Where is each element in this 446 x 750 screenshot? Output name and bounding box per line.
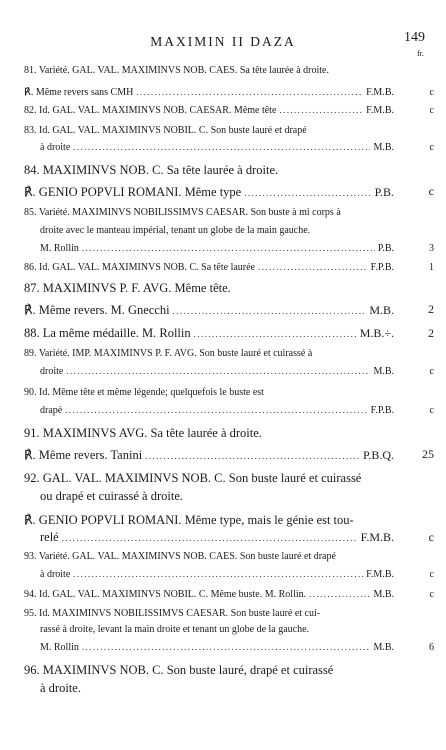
leader-dots: [173, 306, 367, 316]
module-mark: M.B.: [373, 642, 394, 653]
entry-text: ℟. Même revers. M. Gnecchi: [24, 303, 170, 317]
entry-text: droite avec le manteau impérial, tenant un globe de la main gauche.: [40, 225, 311, 236]
leader-dots: [309, 589, 370, 599]
entry-text: 83. Id. GAL. VAL. MAXIMINVS NOBIL. C. Son buste lauré et drapé: [24, 125, 307, 136]
entry-line: [24, 387, 394, 403]
entry-text: 91. MAXIMINVS AVG. Sa tête laurée à droite.: [24, 426, 262, 440]
module-mark: P.B.Q.: [362, 448, 394, 462]
entry-text: 90. Id. Même tête et même légende; quelquefois le buste est: [24, 387, 264, 398]
leader-dots: [145, 451, 360, 461]
leader-dots: [82, 642, 371, 652]
rarity-value: c: [429, 142, 434, 153]
entry-line: [24, 348, 394, 364]
rarity-value: 25: [422, 447, 434, 461]
entry-text: ℟. GENIO POPVLI ROMANI. Même type: [24, 185, 242, 199]
entry-line: [24, 589, 394, 605]
entry-text: 93. Variété. GAL. VAL. MAXIMINVS NOB. CAES. Son buste lauré et drapé: [24, 551, 336, 562]
entry-text: à droite: [40, 142, 71, 153]
module-mark: M.B.: [373, 366, 394, 377]
entry-text: 84. MAXIMINVS NOB. C. Sa tête laurée à droite.: [24, 163, 279, 177]
module-mark: F.M.B.: [366, 569, 394, 580]
rarity-value: c: [428, 530, 434, 544]
entry-line: [24, 163, 394, 179]
entry-line: [24, 326, 394, 342]
entry-text: 88. La même médaille. M. Rollin: [24, 326, 191, 340]
entry-text: 85. Variété. MAXIMINVS NOBILISSIMVS CAESAR. Son buste à mi corps à: [24, 207, 341, 218]
entry-text: 95. Id. MAXIMINVS NOBILISSIMVS CAESAR. Son buste lauré et cui-: [24, 608, 321, 619]
entry-line: [24, 184, 394, 200]
leader-dots: [279, 105, 363, 115]
leader-dots: [65, 405, 367, 415]
module-mark: F.M.B.: [366, 87, 394, 98]
entry-line: [24, 262, 394, 278]
entry-line: [24, 663, 394, 679]
leader-dots: [244, 188, 371, 198]
entry-line: [24, 65, 394, 81]
page-number: 149: [404, 30, 425, 45]
entry-line: [24, 608, 394, 624]
entry-text: relé: [40, 530, 59, 544]
module-mark: P.B.: [377, 243, 394, 254]
entry-line: [40, 225, 394, 241]
entry-line: [40, 569, 394, 585]
leader-dots: [258, 262, 368, 272]
entry-line: [40, 405, 394, 421]
entry-line: [24, 281, 394, 297]
rarity-value: c: [429, 366, 434, 377]
entry-line: [24, 207, 394, 223]
entry-line: [24, 125, 394, 141]
entry-line: [24, 512, 394, 528]
entry-text: 86. Id. GAL. VAL. MAXIMINVS NOB. C. Sa tête laurée: [24, 262, 255, 273]
entry-text: ou drapé et cuirassé à droite.: [40, 489, 183, 503]
rarity-value: 2: [428, 302, 434, 316]
entry-line: [24, 471, 394, 487]
entry-line: [40, 243, 394, 259]
running-title: MAXIMIN II DAZA: [150, 34, 296, 49]
entry-line: [24, 426, 394, 442]
entry-text: droite: [40, 366, 64, 377]
entry-text: 87. MAXIMINVS P. F. AVG. Même tête.: [24, 281, 231, 295]
entry-line: [40, 530, 394, 546]
entry-text: ℟. GENIO POPVLI ROMANI. Même type, mais le génie est tou-: [24, 513, 354, 527]
entry-line: [40, 142, 394, 158]
entry-line: [24, 105, 394, 121]
rarity-value: c: [429, 87, 434, 98]
entry-line: [40, 642, 394, 658]
entry-text: ℟. Même revers. Tanini: [24, 448, 143, 462]
leader-dots: [136, 87, 363, 97]
entry-line: [24, 87, 394, 103]
rarity-value: c: [429, 569, 434, 580]
entry-text: ℟. Même revers sans CMH: [24, 87, 134, 98]
entry-line: [24, 302, 394, 318]
entry-text: rassé à droite, levant la main droite et tenant un globe de la gauche.: [40, 624, 310, 635]
entry-text: M. Rollin: [40, 642, 79, 653]
rarity-value: 6: [429, 642, 434, 653]
module-mark: F.P.B.: [370, 405, 394, 416]
rarity-value: 1: [429, 262, 434, 273]
entry-text: 82. Id. GAL. VAL. MAXIMINVS NOB. CAESAR. Même tête: [24, 105, 277, 116]
entry-line: [40, 624, 394, 640]
entry-text: 89. Variété. IMP. MAXIMINVS P. F. AVG. Son buste lauré et cuirassé à: [24, 348, 313, 359]
leader-dots: [194, 329, 357, 339]
leader-dots: [73, 142, 370, 152]
module-mark: M.B.÷.: [359, 326, 394, 340]
entry-text: M. Rollin: [40, 243, 79, 254]
entry-text: 81. Variété. GAL. VAL. MAXIMINVS NOB. CAES. Sa tête laurée à droite.: [24, 65, 329, 76]
entry-line: [24, 447, 394, 463]
entry-line: [40, 681, 394, 697]
entry-text: 92. GAL. VAL. MAXIMINVS NOB. C. Son buste lauré et cuirassé: [24, 471, 362, 485]
rarity-value: c: [429, 405, 434, 416]
module-mark: M.B.: [373, 142, 394, 153]
leader-dots: [82, 243, 375, 253]
entry-text: à droite.: [40, 681, 81, 695]
rarity-value: c: [428, 184, 434, 198]
leader-dots: [73, 569, 363, 579]
rarity-value: c: [429, 589, 434, 600]
rarity-value: 2: [428, 326, 434, 340]
entry-text: 96. MAXIMINVS NOB. C. Son buste lauré, drapé et cuirassé: [24, 663, 334, 677]
entry-line: [40, 366, 394, 382]
module-mark: F.M.B.: [360, 530, 394, 544]
rarity-value: c: [429, 105, 434, 116]
currency-note: fr.: [417, 49, 424, 58]
entry-line: [24, 551, 394, 567]
module-mark: F.P.B.: [370, 262, 394, 273]
module-mark: M.B.: [369, 303, 394, 317]
module-mark: P.B.: [374, 185, 394, 199]
module-mark: F.M.B.: [366, 105, 394, 116]
entry-text: à droite: [40, 569, 71, 580]
entry-text: drapé: [40, 405, 63, 416]
module-mark: M.B.: [373, 589, 394, 600]
entry-line: [40, 489, 394, 505]
leader-dots: [62, 533, 358, 543]
rarity-value: 3: [429, 243, 434, 254]
leader-dots: [66, 366, 370, 376]
entry-text: 94. Id. GAL. VAL. MAXIMINVS NOBIL. C. Même buste. M. Rollin.: [24, 589, 307, 600]
